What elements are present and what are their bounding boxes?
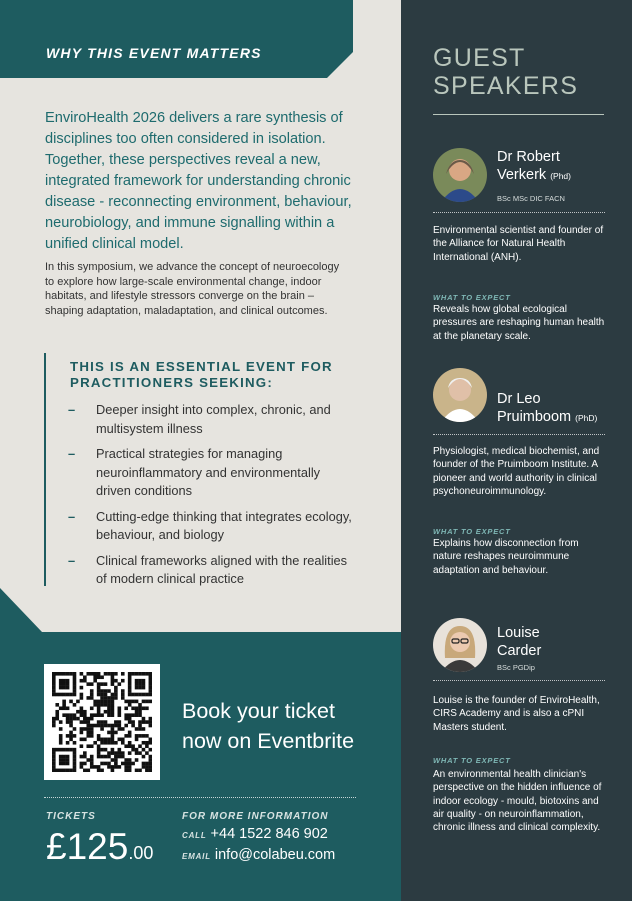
speaker-expect: Reveals how global ecological pressures are reshaping human health at the planetary scale. xyxy=(433,304,605,342)
speaker-expect: Explains how disconnection from nature reshapes neuroimmune adaptation and behaviour. xyxy=(433,538,579,576)
speaker-photo-icon xyxy=(433,368,487,422)
what-to-expect-label: WHAT TO EXPECT xyxy=(433,293,511,302)
email-contact[interactable]: EMAIL info@colabeu.com xyxy=(182,847,336,863)
dash-icon: – xyxy=(68,402,76,417)
essential-block xyxy=(44,353,366,586)
speaker-credentials: BSc MSc DIC FACN xyxy=(497,194,565,203)
banner xyxy=(0,0,353,78)
speaker-name: Dr Leo Pruimboom (PhD) xyxy=(497,391,598,425)
speaker-bio: Louise is the founder of EnviroHealth, CIRS Academy and is also a cPNI Masters student. xyxy=(433,695,600,733)
speaker-credentials: BSc PGDip xyxy=(497,663,535,672)
list-item: – Practical strategies for managing neuroinflammatory and environmentally driven conditions xyxy=(68,446,321,498)
phone-contact[interactable]: CALL +44 1522 846 902 xyxy=(182,826,328,842)
banner-title: WHY THIS EVENT MATTERS xyxy=(46,45,262,61)
list-item: – Clinical frameworks aligned with the realities of modern clinical practice xyxy=(68,552,348,586)
dash-icon: – xyxy=(68,552,76,568)
qr-code[interactable] xyxy=(44,664,160,780)
ticket-price: £125.00 xyxy=(46,826,154,867)
dash-icon: – xyxy=(68,446,76,461)
speaker-name: Dr Robert Verkerk (Phd) xyxy=(497,149,571,183)
avatar xyxy=(433,618,487,672)
essential-title: THIS IS AN ESSENTIAL EVENT FOR PRACTITIONERS SEEKING: xyxy=(70,359,333,390)
what-to-expect-label: WHAT TO EXPECT xyxy=(433,527,511,536)
speaker-bio: Environmental scientist and founder of the Alliance for Natural Health International (ANH). xyxy=(433,225,604,263)
divider xyxy=(433,212,605,213)
divider xyxy=(44,797,356,798)
speaker-expect: An environmental health clinician's perspective on the hidden influence of indoor ecology - mould, biotoxins and air quality - on neuroinflammation, chronic illness and clinical complexity. xyxy=(433,769,602,834)
what-to-expect-label: WHAT TO EXPECT xyxy=(433,756,511,765)
more-info-label: FOR MORE INFORMATION xyxy=(182,811,329,822)
divider xyxy=(433,680,605,681)
speaker-photo-icon xyxy=(433,148,487,202)
dash-icon: – xyxy=(68,508,76,524)
list-item: – Cutting-edge thinking that integrates ecology, behaviour, and biology xyxy=(68,508,352,542)
intro-paragraph: EnviroHealth 2026 delivers a rare synthesis of disciplines too often considered in isolation. Together, these perspectives reveal a new, integrated framework for understanding chronic disease - reconnecting environment, behaviour, neurobiology, and immune signalling within a unified clinical model. xyxy=(45,110,352,252)
speaker-photo-icon xyxy=(433,618,487,672)
guest-speakers-title: GUEST SPEAKERS xyxy=(433,44,579,100)
avatar xyxy=(433,148,487,202)
speaker-name: Louise Carder xyxy=(497,625,542,659)
list-item: – Deeper insight into complex, chronic, and multisystem illness xyxy=(68,402,331,436)
divider xyxy=(433,434,605,435)
intro-small-paragraph: In this symposium, we advance the concept of neuroecology to explore how large-scale environmental change, indoor habitats, and lifestyle stressors converge on the brain – shaping adaptation, maladaptation, and clinical outcomes. xyxy=(45,261,340,317)
divider xyxy=(433,114,604,115)
tickets-label: TICKETS xyxy=(46,811,96,822)
avatar xyxy=(433,368,487,422)
essential-list xyxy=(68,401,358,596)
qr-code-icon xyxy=(52,672,152,772)
book-ticket-text[interactable]: Book your ticket now on Eventbrite xyxy=(182,699,355,753)
speaker-bio: Physiologist, medical biochemist, and founder of the Pruimboom Institute. A pioneer and world authority in clinical psychoneuroimmunology. xyxy=(433,446,600,497)
